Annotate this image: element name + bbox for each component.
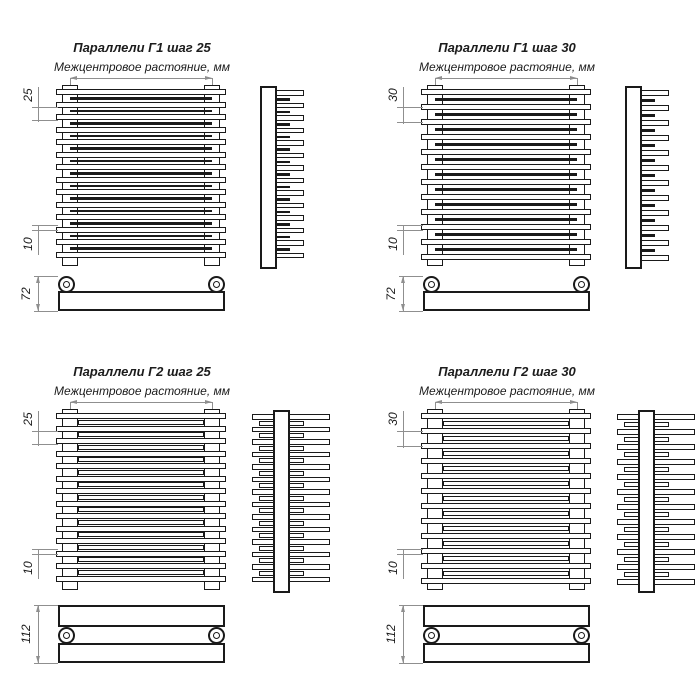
tube-front xyxy=(56,451,226,457)
depth-dimension-label: 72 xyxy=(384,286,398,301)
pipe-connection-bore xyxy=(578,632,585,639)
tube-back xyxy=(70,110,212,113)
dimension-arrow-right xyxy=(205,76,212,80)
diagram-g1-step30 xyxy=(365,0,700,340)
tube-front xyxy=(56,214,226,220)
tube-front xyxy=(421,209,591,215)
tube-back xyxy=(78,545,204,550)
center-distance-label: Межцентровое растояние, мм xyxy=(419,60,595,74)
top-view-body-front-row xyxy=(58,605,225,627)
tube-front xyxy=(56,563,226,569)
tube-front xyxy=(56,177,226,183)
dimension-line-vertical xyxy=(38,411,39,446)
front-view xyxy=(421,409,591,590)
dimension-arrow-down xyxy=(401,656,405,663)
gap-dimension-label: 10 xyxy=(386,237,400,251)
dimension-line-vertical xyxy=(403,549,404,579)
extension-line xyxy=(397,122,423,123)
pipe-connection xyxy=(58,276,75,293)
tube-back xyxy=(78,482,204,487)
gap-dimension-label: 10 xyxy=(21,237,35,251)
extension-line xyxy=(397,549,423,550)
tube-front xyxy=(421,149,591,155)
tube-front xyxy=(56,476,226,482)
tube-back xyxy=(435,113,577,116)
side-view xyxy=(617,410,676,593)
pipe-connection-bore xyxy=(578,281,585,288)
tube-front xyxy=(421,473,591,479)
dimension-line-vertical xyxy=(403,225,404,255)
tube-back xyxy=(435,233,577,236)
dimension-arrow-right xyxy=(205,400,212,404)
tube-back xyxy=(78,457,204,462)
tube-front xyxy=(421,134,591,140)
tube-back xyxy=(78,557,204,562)
tube-back xyxy=(70,147,212,150)
tube-front xyxy=(56,202,226,208)
dimension-arrow-up xyxy=(36,605,40,612)
tube-front xyxy=(421,224,591,230)
front-view xyxy=(421,85,591,266)
tube-front xyxy=(56,127,226,133)
pipe-connection-bore xyxy=(428,632,435,639)
tube-front xyxy=(56,239,226,245)
extension-line xyxy=(397,107,423,108)
tube-back xyxy=(78,420,204,425)
gap-dimension-label: 10 xyxy=(21,561,35,575)
center-distance-label: Межцентровое растояние, мм xyxy=(419,384,595,398)
tube-back xyxy=(443,526,569,531)
pipe-connection xyxy=(573,627,590,644)
tube-front xyxy=(421,179,591,185)
diagram-title: Параллели Г1 шаг 25 xyxy=(73,40,211,55)
dimension-line-vertical xyxy=(38,605,39,663)
dimension-arrow-right xyxy=(570,76,577,80)
dimension-arrow-up xyxy=(36,276,40,283)
diagram-title: Параллели Г2 шаг 25 xyxy=(73,364,211,379)
tube-back xyxy=(78,570,204,575)
extension-line xyxy=(32,230,58,231)
extension-tick xyxy=(212,78,213,85)
tube-front xyxy=(421,563,591,569)
step-dimension-label: 30 xyxy=(386,88,400,102)
dimension-line-horizontal xyxy=(435,78,577,79)
tube-back xyxy=(443,466,569,471)
side-collector xyxy=(273,410,290,593)
tube-front xyxy=(421,578,591,584)
front-view xyxy=(56,409,226,590)
diagram-title: Параллели Г1 шаг 30 xyxy=(438,40,576,55)
pipe-connection xyxy=(208,627,225,644)
tube-front xyxy=(56,152,226,158)
side-view xyxy=(252,410,311,593)
tube-front xyxy=(56,227,226,233)
depth-dimension-label: 72 xyxy=(19,286,33,301)
side-view xyxy=(260,86,301,269)
extension-line xyxy=(32,554,58,555)
dimension-line-vertical xyxy=(403,411,404,448)
top-view-body-front-row xyxy=(423,605,590,627)
tube-back xyxy=(70,247,212,250)
dimension-line-vertical xyxy=(38,87,39,122)
extension-line xyxy=(32,549,58,550)
tube-front xyxy=(56,139,226,145)
dimension-arrow-left xyxy=(435,76,442,80)
center-distance-label: Межцентровое растояние, мм xyxy=(54,60,230,74)
pipe-connection-bore xyxy=(213,281,220,288)
tube-front xyxy=(421,413,591,419)
tube-front xyxy=(421,488,591,494)
extension-line xyxy=(32,225,58,226)
tube-back xyxy=(443,451,569,456)
top-view-body-back-row xyxy=(423,643,590,663)
tube-back xyxy=(78,507,204,512)
tube-front xyxy=(421,518,591,524)
top-view-body-back-row xyxy=(58,643,225,663)
step-dimension-label: 25 xyxy=(21,412,35,426)
extension-line xyxy=(32,107,58,108)
gap-dimension-label: 10 xyxy=(386,561,400,575)
extension-tick xyxy=(212,402,213,409)
tube-front xyxy=(56,252,226,258)
dimension-arrow-down xyxy=(36,656,40,663)
tube-back xyxy=(443,496,569,501)
tube-back xyxy=(70,197,212,200)
tube-front xyxy=(421,503,591,509)
dimension-arrow-up xyxy=(401,276,405,283)
pipe-connection-bore xyxy=(213,632,220,639)
pipe-connection xyxy=(573,276,590,293)
tube-front xyxy=(56,413,226,419)
pipe-connection-bore xyxy=(63,632,70,639)
tube-back xyxy=(435,188,577,191)
tube-front xyxy=(56,551,226,557)
extension-line xyxy=(34,663,58,664)
depth-dimension-label: 112 xyxy=(19,624,33,644)
tube-back xyxy=(435,173,577,176)
tube-back xyxy=(443,421,569,426)
extension-line xyxy=(399,663,423,664)
tube-back xyxy=(435,143,577,146)
tube-front xyxy=(421,119,591,125)
tube-back xyxy=(435,158,577,161)
tube-back xyxy=(435,128,577,131)
pipe-connection xyxy=(58,627,75,644)
tube-front xyxy=(56,526,226,532)
side-collector xyxy=(260,86,277,269)
tube-back xyxy=(443,481,569,486)
tube-front xyxy=(421,89,591,95)
pipe-connection xyxy=(423,276,440,293)
extension-line xyxy=(32,444,58,445)
pipe-connection-bore xyxy=(428,281,435,288)
tube-back xyxy=(78,532,204,537)
tube-back xyxy=(443,556,569,561)
tube-front xyxy=(56,114,226,120)
extension-line xyxy=(34,311,58,312)
tube-back xyxy=(70,210,212,213)
tube-back xyxy=(78,432,204,437)
tube-back xyxy=(78,470,204,475)
tube-front xyxy=(421,239,591,245)
tube-front xyxy=(421,428,591,434)
tube-back xyxy=(435,218,577,221)
tube-back xyxy=(70,160,212,163)
side-view xyxy=(625,86,666,269)
dimension-arrow-left xyxy=(435,400,442,404)
tube-front xyxy=(56,463,226,469)
step-dimension-label: 25 xyxy=(21,88,35,102)
side-collector xyxy=(625,86,642,269)
tube-back xyxy=(443,511,569,516)
dimension-arrow-left xyxy=(70,76,77,80)
extension-tick xyxy=(577,402,578,409)
tube-front xyxy=(421,548,591,554)
extension-line xyxy=(397,230,423,231)
tube-front xyxy=(421,164,591,170)
dimension-line-vertical xyxy=(38,225,39,255)
tube-back xyxy=(70,97,212,100)
tube-back xyxy=(435,203,577,206)
tube-back xyxy=(70,135,212,138)
pipe-connection-bore xyxy=(63,281,70,288)
tube-front xyxy=(56,102,226,108)
dimension-arrow-down xyxy=(36,304,40,311)
dimension-arrow-right xyxy=(570,400,577,404)
extension-line xyxy=(397,554,423,555)
dimension-line-horizontal xyxy=(70,402,212,403)
pipe-connection xyxy=(208,276,225,293)
tube-back xyxy=(70,222,212,225)
tube-front xyxy=(56,426,226,432)
dimension-line-vertical xyxy=(403,87,404,124)
dimension-arrow-left xyxy=(70,400,77,404)
tube-front xyxy=(56,89,226,95)
diagram-g2-step25 xyxy=(0,324,350,664)
tube-back xyxy=(435,248,577,251)
diagram-g1-step25 xyxy=(0,0,350,340)
extension-line xyxy=(399,311,423,312)
tube-front xyxy=(56,576,226,582)
side-collector xyxy=(638,410,655,593)
tube-front xyxy=(56,189,226,195)
tube-back xyxy=(443,436,569,441)
tube-back xyxy=(435,98,577,101)
extension-line xyxy=(397,446,423,447)
extension-line xyxy=(32,120,58,121)
tube-front xyxy=(421,104,591,110)
tube-back xyxy=(443,541,569,546)
dimension-line-vertical xyxy=(403,605,404,663)
tube-front xyxy=(421,254,591,260)
top-view-body xyxy=(58,291,225,311)
pipe-connection xyxy=(423,627,440,644)
dimension-line-vertical xyxy=(38,549,39,579)
tube-front xyxy=(56,438,226,444)
center-distance-label: Межцентровое растояние, мм xyxy=(54,384,230,398)
diagram-g2-step30 xyxy=(365,324,700,664)
top-view-body xyxy=(423,291,590,311)
tube-back xyxy=(443,571,569,576)
tube-back xyxy=(70,185,212,188)
tube-back xyxy=(70,172,212,175)
dimension-line-horizontal xyxy=(70,78,212,79)
tube-back xyxy=(70,122,212,125)
extension-line xyxy=(397,225,423,226)
extension-line xyxy=(397,431,423,432)
tube-front xyxy=(56,488,226,494)
extension-line xyxy=(32,431,58,432)
tube-front xyxy=(421,194,591,200)
tube-front xyxy=(421,533,591,539)
dimension-line-horizontal xyxy=(435,402,577,403)
depth-dimension-label: 112 xyxy=(384,624,398,644)
diagram-title: Параллели Г2 шаг 30 xyxy=(438,364,576,379)
tube-back xyxy=(70,235,212,238)
step-dimension-label: 30 xyxy=(386,412,400,426)
dimension-arrow-up xyxy=(401,605,405,612)
extension-tick xyxy=(577,78,578,85)
tube-front xyxy=(56,538,226,544)
tube-front xyxy=(421,458,591,464)
tube-front xyxy=(56,501,226,507)
tube-front xyxy=(56,513,226,519)
tube-front xyxy=(421,443,591,449)
tube-back xyxy=(78,495,204,500)
tube-back xyxy=(78,445,204,450)
dimension-arrow-down xyxy=(401,304,405,311)
tube-front xyxy=(56,164,226,170)
front-view xyxy=(56,85,226,266)
tube-back xyxy=(78,520,204,525)
